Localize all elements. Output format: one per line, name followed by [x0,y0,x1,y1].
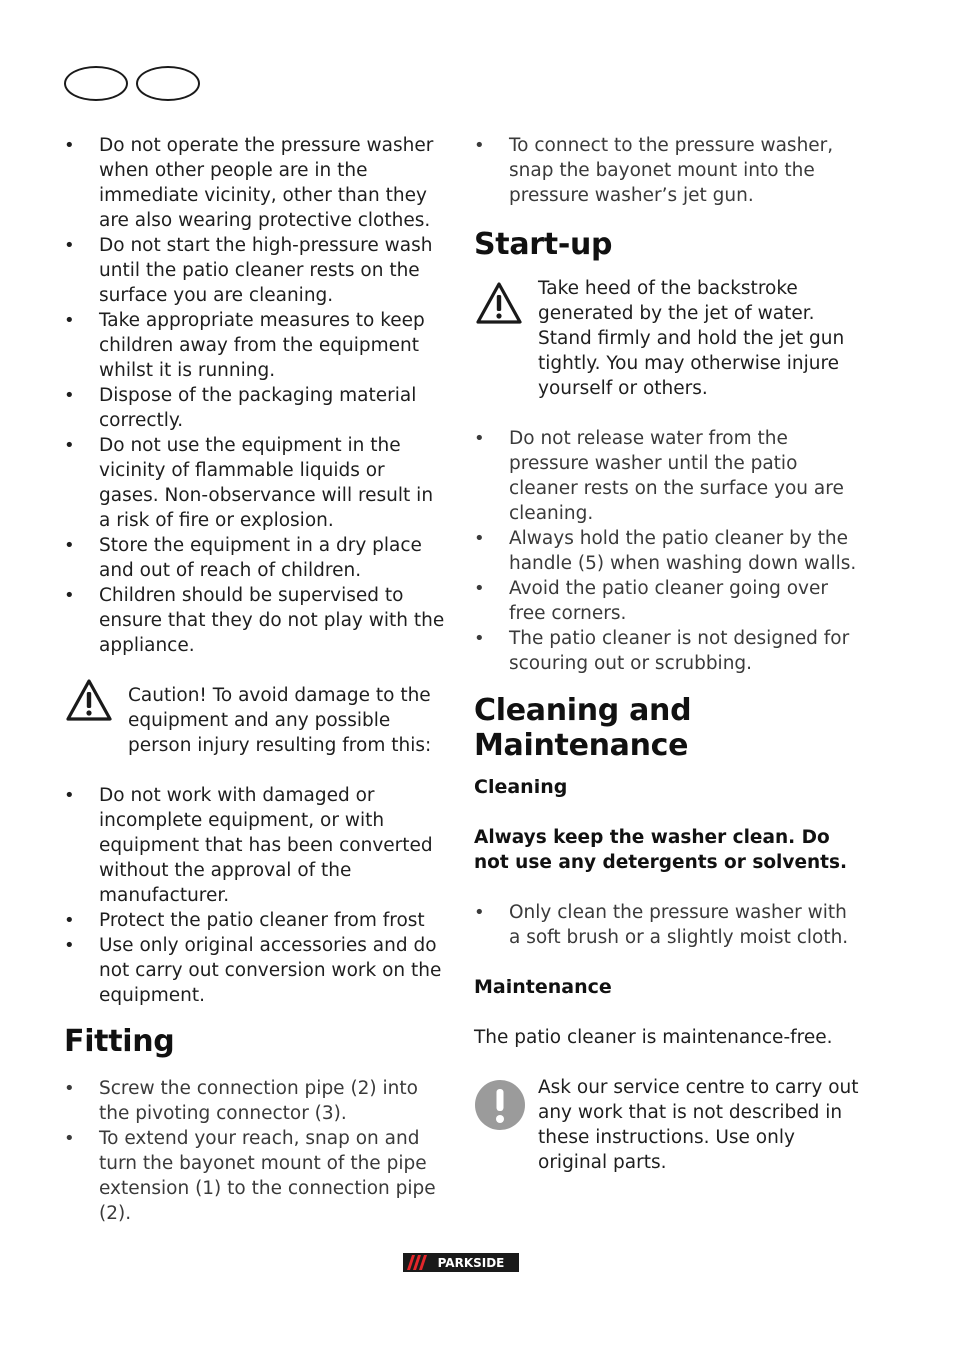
list-item: • Do not use the equipment in the vicinity of flammable liquids or gases. Non-observance will result in a risk of fire or explosion. [64,433,448,533]
service-note-block [474,1075,860,1175]
list-item: • Dispose of the packaging material correctly. [64,383,448,433]
list-item: • Use only original accessories and do not carry out conversion work on the equipment. [64,933,448,1008]
caution-block [64,683,448,758]
exclamation-circle-icon [474,1079,526,1135]
maintenance-text: The patio cleaner is maintenance-free. [474,1027,833,1048]
list-item: • Children should be supervised to ensure that they do not play with the appliance. [64,583,448,658]
brand-name: PARKSIDE [437,1256,505,1270]
start-up-warning-text: Take heed of the backstroke generated by the jet of water. Stand firmly and hold the jet gun tightly. You may otherwise injure yourself or others. [538,278,845,399]
start-up-heading: Start-up [474,227,613,262]
list-item: • Always hold the patio cleaner by the handle (5) when washing down walls. [474,526,860,576]
list-item: • Screw the connection pipe (2) into the pivoting connector (3). [64,1076,448,1126]
list-item: • To connect to the pressure washer, snap the bayonet mount into the pressure washer’s jet gun. [474,133,860,208]
start-up-warning-block [474,276,860,401]
list-item: • Do not release water from the pressure washer until the patio cleaner rests on the surface you are cleaning. [474,426,860,526]
list-item: • Avoid the patio cleaner going over free corners. [474,576,860,626]
safety-bullet-list [64,133,448,658]
list-item: • Protect the patio cleaner from frost [64,908,448,933]
service-note-text: Ask our service centre to carry out any work that is not described in these instructions. Use only original parts. [538,1077,859,1173]
maintenance-subheading: Maintenance [474,976,612,998]
cleaning-bullet-list [474,900,860,950]
heading-line: Maintenance [474,728,689,763]
list-item: • Store the equipment in a dry place and out of reach of children. [64,533,448,583]
list-item: • Do not operate the pressure washer when other people are in the immediate vicinity, other than they are also wearing protective clothes. [64,133,448,233]
fitting-heading: Fitting [64,1024,175,1059]
left-column [64,133,448,1226]
list-item: • Do not work with damaged or incomplete equipment, or with equipment that has been converted without the approval of the manufacturer. [64,783,448,908]
heading-line: Cleaning and [474,693,692,728]
start-up-bullet-list [474,426,860,676]
list-item: • To extend your reach, snap on and turn the bayonet mount of the pipe extension (1) to the connection pipe (2). [64,1126,448,1226]
language-oval-1 [64,66,128,101]
warning-triangle-icon [64,677,114,727]
right-column [474,133,860,1175]
connect-bullet-list [474,133,860,208]
parkside-logo [403,1253,519,1272]
caution-text: Caution! To avoid damage to the equipment and any possible person injury resulting from this: [128,685,432,756]
fitting-bullet-list [64,1076,448,1226]
cleaning-bold-note: Always keep the washer clean. Do not use any detergents or solvents. [474,827,848,873]
warning-triangle-icon [474,280,524,330]
cleaning-maintenance-heading [474,693,860,763]
list-item: • Do not start the high-pressure wash until the patio cleaner rests on the surface you are cleaning. [64,233,448,308]
cleaning-subheading: Cleaning [474,776,568,798]
list-item: • Take appropriate measures to keep children away from the equipment whilst it is running. [64,308,448,383]
equipment-bullet-list [64,783,448,1008]
language-oval-2 [136,66,200,101]
list-item: • The patio cleaner is not designed for scouring out or scrubbing. [474,626,860,676]
list-item: • Only clean the pressure washer with a soft brush or a slightly moist cloth. [474,900,860,950]
